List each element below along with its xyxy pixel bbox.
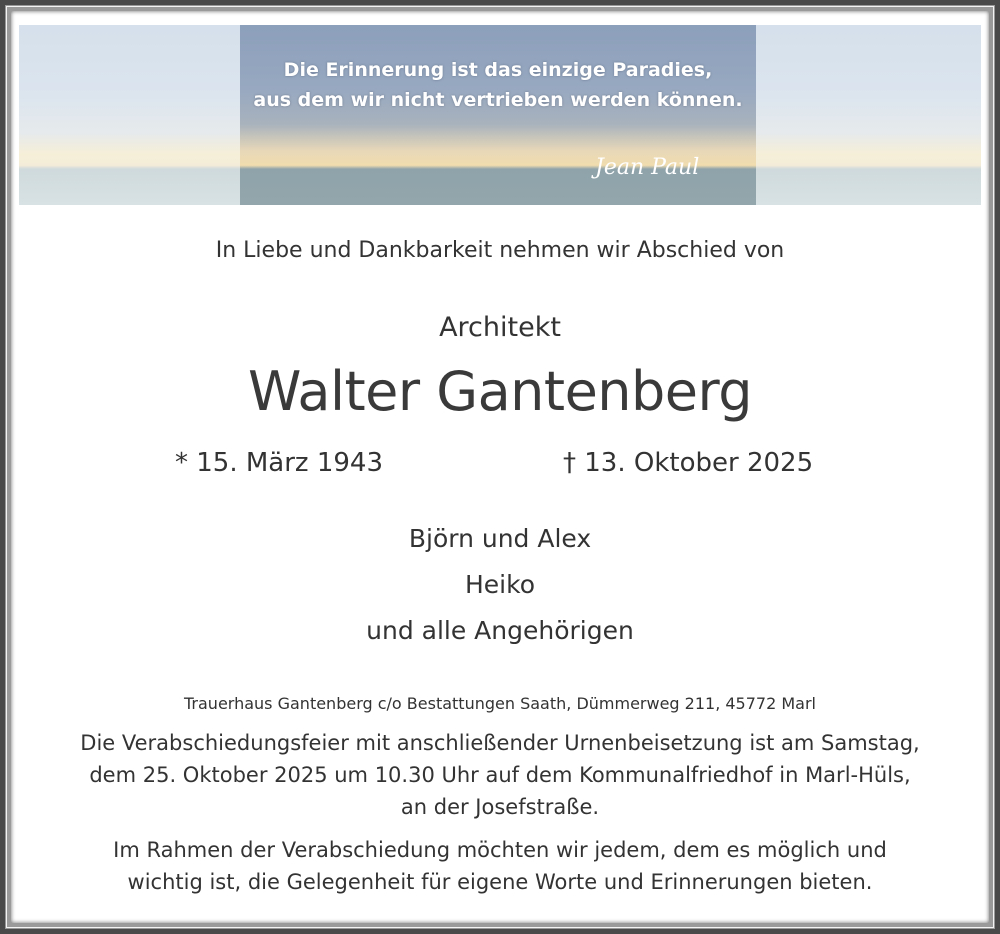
ceremony-text: Die Verabschiedungsfeier mit anschließender Urnenbeisetzung ist am Samstag, xyxy=(80,731,920,755)
quote-panel xyxy=(240,25,756,205)
mourning-address: Trauerhaus Gantenberg c/o Bestattungen Saath, Dümmerweg 211, 45772 Marl xyxy=(184,694,816,713)
note-text: Im Rahmen der Verabschiedung möchten wir jedem, dem es möglich und xyxy=(113,838,887,862)
quote-line-1: Die Erinnerung ist das einzige Paradies, xyxy=(283,59,713,81)
ceremony-text: an der Josefstraße. xyxy=(400,795,600,819)
quote-author: Jean Paul xyxy=(595,155,700,180)
mourner: und alle Angehörigen xyxy=(366,616,634,645)
note-text: wichtig ist, die Gelegenheit für eigene Worte und Erinnerungen bieten. xyxy=(127,870,873,894)
deceased-name: Walter Gantenberg xyxy=(247,360,753,423)
ceremony-text: dem 25. Oktober 2025 um 10.30 Uhr auf dem Kommunalfriedhof in Marl-Hüls, xyxy=(89,763,911,787)
birth-date: * 15. März 1943 xyxy=(175,448,384,478)
quote-line-2: aus dem wir nicht vertrieben werden können. xyxy=(253,89,743,111)
mourner: Björn und Alex xyxy=(408,524,592,553)
sea-banner-image xyxy=(19,25,981,205)
mourner: Heiko xyxy=(464,570,535,599)
death-date: † 13. Oktober 2025 xyxy=(563,448,814,478)
profession: Architekt xyxy=(439,312,561,343)
intro-text: In Liebe und Dankbarkeit nehmen wir Abschied von xyxy=(215,238,785,263)
